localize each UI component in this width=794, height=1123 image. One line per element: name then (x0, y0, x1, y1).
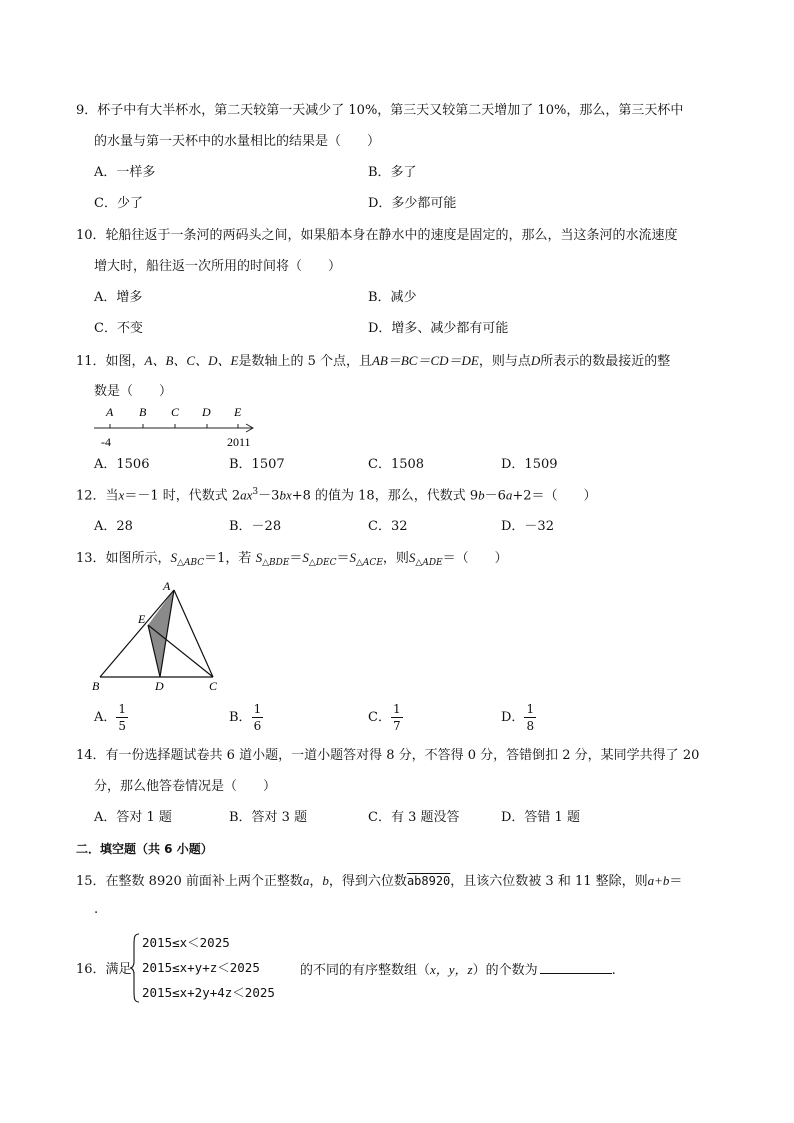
q14-option-c: C．有 3 题没答 (368, 810, 460, 825)
q14-line2: 分，那么他答卷情况是（ ） (94, 779, 277, 794)
q9-line1: 9．杯子中有大半杯水，第二天较第一天减少了 10%，第三天又较第二天增加了 10%，那么，第三天杯中 (76, 103, 684, 118)
vertex-label-c: C (209, 679, 218, 693)
number-line-figure (92, 402, 262, 452)
inequality-3: 2015≤x+2y+4z＜2025 (142, 985, 275, 1000)
q16-suffix: 的不同的有序整数组（x，y，z）的个数为 . (300, 962, 616, 978)
q10-line1: 10．轮船往返于一条河的两码头之间，如果船本身在静水中的速度是固定的，那么，当这条河的水流速度 (76, 228, 678, 243)
vertex-label-d: D (155, 679, 164, 693)
q12-option-c: C．32 (368, 519, 408, 534)
system-brace (129, 932, 141, 1004)
q9-line2: 的水量与第一天杯中的水量相比的结果是（ ） (94, 134, 381, 149)
q10-option-c: C．不变 (94, 321, 143, 336)
triangle-figure (88, 578, 228, 694)
shaded-triangle-ade (148, 590, 174, 677)
q13-line1: 13．如图所示，$S_{\triangle ABC}=1$，若 $S_{\triangle BDE}=S_{\triangle DEC}=S_{\triangle ACE}$，则$S_{\triangle ADE}=$（ ） (76, 550, 508, 568)
q14-option-b: B．答对 3 题 (229, 810, 308, 825)
q15-end-dot: . (94, 902, 99, 917)
inequality-1: 2015≤x＜2025 (142, 935, 230, 950)
value-label-left: -4 (101, 435, 111, 449)
vertex-label-e: E (138, 612, 146, 626)
q13-option-c: C． $\frac{1}{7}$ (368, 702, 401, 733)
section-heading-fill-blank: 二．填空题（共 6 小题） (76, 842, 213, 856)
fraction-one-seventh: $\frac{1}{7}$ (392, 702, 401, 733)
fraction-one-eighth: $\frac{1}{8}$ (526, 702, 535, 733)
point-label-c: C (171, 405, 180, 419)
vertex-label-b: B (92, 679, 100, 693)
value-label-right: 2011 (227, 435, 251, 449)
point-label-d: D (202, 405, 211, 419)
fraction-one-fifth: $\frac{1}{5}$ (118, 702, 127, 733)
q14-option-a: A．答对 1 题 (94, 810, 172, 825)
q9-option-b: B．多了 (368, 165, 417, 180)
q13-option-d: D． $\frac{1}{8}$ (501, 702, 535, 733)
q12-option-b: B．－28 (229, 519, 282, 534)
q11-line1: 11．如图，A、B、C、D、E是数轴上的 5 个点，且AB＝BC＝CD＝DE，则与点D所表示的数最接近的整 (76, 353, 671, 369)
q9-option-c: C．少了 (94, 196, 143, 211)
q11-line2: 数是（ ） (94, 384, 173, 399)
q11-option-d: D．1509 (501, 457, 558, 472)
q11-option-a: A．1506 (94, 457, 150, 472)
fraction-one-sixth: $\frac{1}{6}$ (253, 702, 262, 733)
side-ac (174, 590, 213, 677)
q16-prefix: 16．满足 (76, 962, 132, 977)
point-label-b: B (139, 405, 147, 419)
point-label-a: A (106, 405, 114, 419)
q10-line2: 增大时，船往返一次所用的时间将（ ） (94, 259, 342, 274)
q12-option-d: D．－32 (501, 519, 554, 534)
point-label-e: E (234, 405, 242, 419)
q9-option-d: D．多少都可能 (368, 196, 457, 211)
q14-line1: 14．有一份选择题试卷共 6 道小题，一道小题答对得 8 分，不答得 0 分，答错倒扣 2 分，某同学共得了 20 (76, 748, 700, 763)
vertex-label-a: A (163, 579, 171, 593)
six-digit-number-overline: ab8920 (406, 874, 451, 888)
q10-option-d: D．增多、减少都有可能 (368, 321, 509, 336)
inequality-2: 2015≤x+y+z＜2025 (142, 960, 260, 975)
q15-line1: 15．在整数 8920 前面补上两个正整数a，b，得到六位数ab8920，且该六位数被 3 和 11 整除，则a+b＝ (76, 873, 683, 889)
q13-option-a: A． $\frac{1}{5}$ (94, 702, 127, 733)
q12-option-a: A．28 (94, 519, 133, 534)
answer-blank (540, 973, 612, 974)
q14-option-d: D．答错 1 题 (501, 810, 580, 825)
q13-option-b: B． $\frac{1}{6}$ (229, 702, 262, 733)
q10-option-a: A．增多 (94, 290, 143, 305)
q9-option-a: A．一样多 (94, 165, 156, 180)
q11-option-b: B．1507 (229, 457, 285, 472)
q12-line1: 12．当x＝－1 时，代数式 $2ax^3-3bx+8$ 的值为 18，那么，代数式 9b－6a+2＝（ ） (76, 487, 597, 504)
q11-option-c: C．1508 (368, 457, 425, 472)
q10-option-b: B．减少 (368, 290, 417, 305)
